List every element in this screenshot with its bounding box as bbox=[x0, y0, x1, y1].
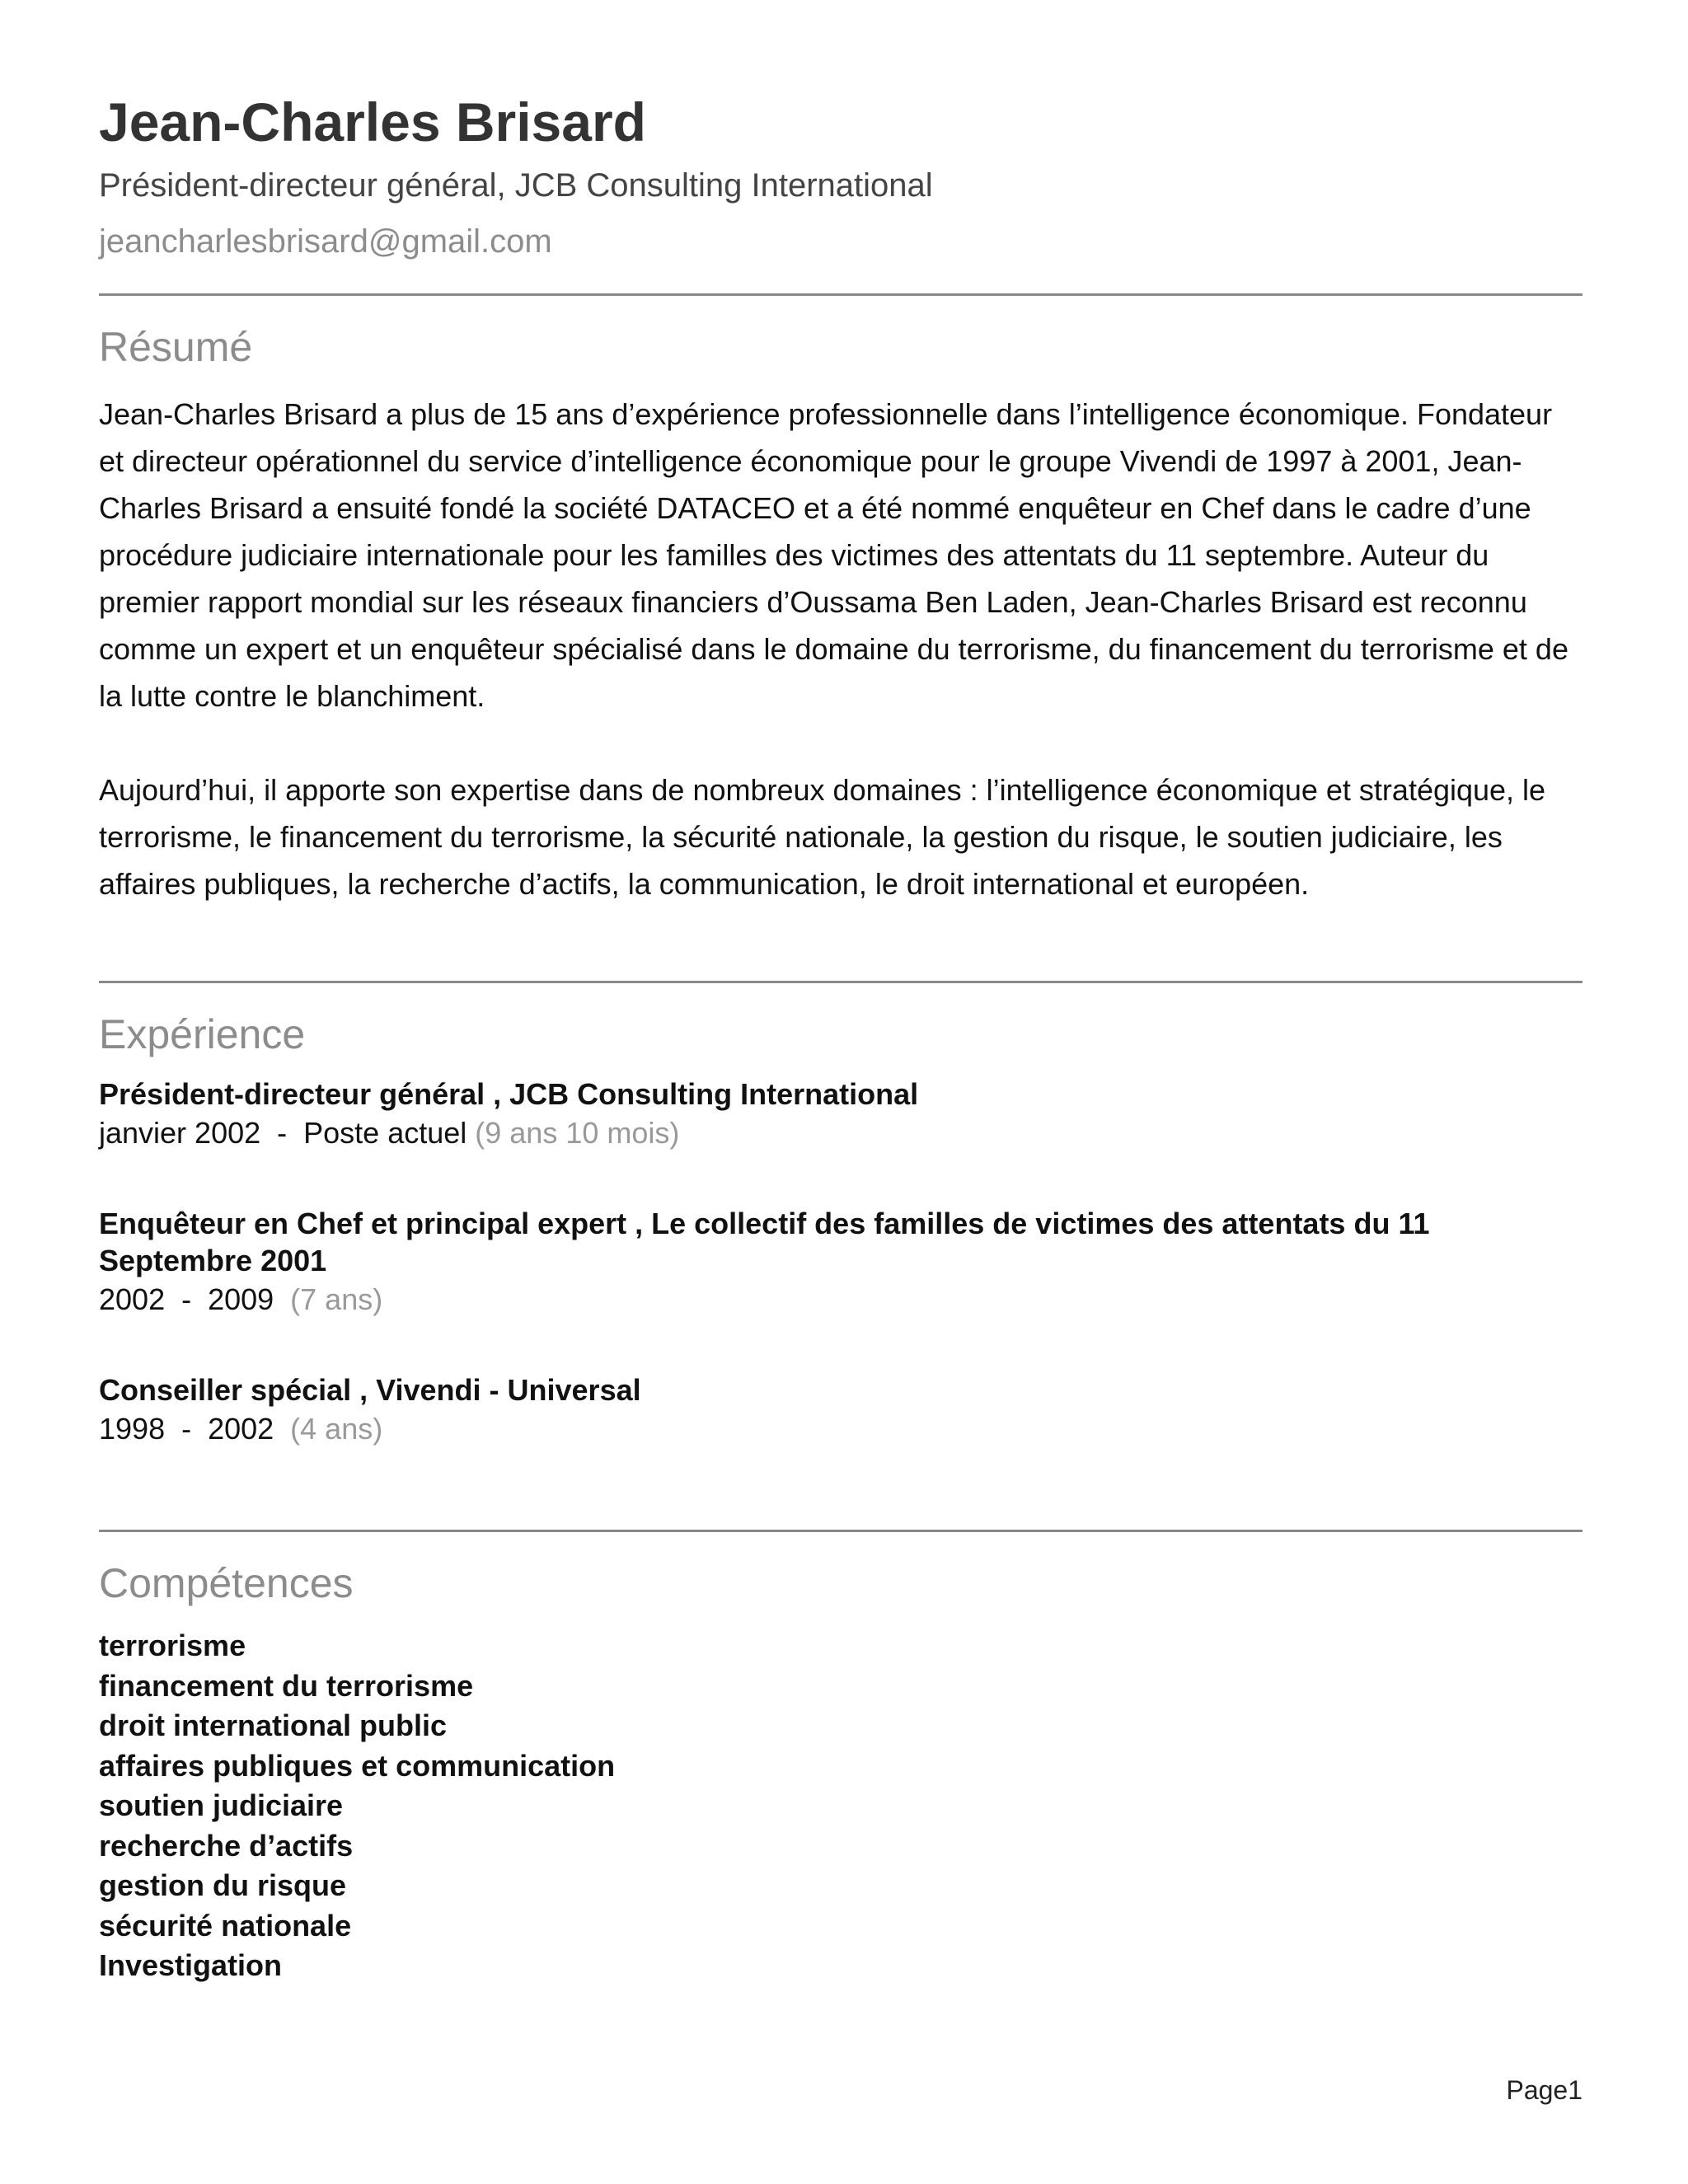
page-number: Page1 bbox=[1506, 2075, 1582, 2105]
skill-item: financement du terrorisme bbox=[99, 1668, 474, 1703]
skill-item: recherche d’actifs bbox=[99, 1828, 354, 1863]
skill-item: Investigation bbox=[99, 1948, 283, 1982]
person-headline: Président-directeur général, JCB Consulting International bbox=[99, 167, 933, 204]
job-period: 1998 - 2002 bbox=[99, 1412, 291, 1446]
skill-item: affaires publiques et communication bbox=[99, 1748, 616, 1783]
skills-list bbox=[99, 1626, 1582, 1986]
experience-title: Expérience bbox=[99, 1011, 306, 1057]
skill-item: gestion du risque bbox=[99, 1868, 347, 1902]
section-divider bbox=[99, 1530, 1582, 1532]
skill-item: sécurité nationale bbox=[99, 1908, 352, 1943]
summary-paragraph: Aujourd’hui, il apporte son expertise dans de nombreux domaines : l’intelligence économique et stratégique, le terrorisme, le financement du terrorisme, la sécurité nationale, la gestion du risque, le soutien judiciaire, les affaires publiques, la recherche d’actifs, la communication, le droit international et européen. bbox=[99, 773, 1546, 901]
summary-text bbox=[99, 391, 1582, 907]
job-title: Enquêteur en Chef et principal expert , Le collectif des familles de victimes des attentats du 11 Septembre 2001 bbox=[99, 1207, 1430, 1277]
job-dates bbox=[99, 1113, 1582, 1154]
job-title: Président-directeur général , JCB Consulting International bbox=[99, 1077, 919, 1111]
job-title: Conseiller spécial , Vivendi - Universal bbox=[99, 1373, 641, 1407]
section-divider bbox=[99, 981, 1582, 983]
job-period: janvier 2002 - Poste actuel bbox=[99, 1116, 476, 1150]
summary-title: Résumé bbox=[99, 324, 253, 370]
person-name: Jean-Charles Brisard bbox=[99, 91, 646, 152]
summary-paragraph: Jean-Charles Brisard a plus de 15 ans d’expérience professionnelle dans l’intelligence économique. Fondateur et directeur opérationnel du service d’intelligence économique pour le groupe Vivendi de 1997 à 2001, Jean-Charles Brisard a ensuité fondé la société DATACEO et a été nommé enquêteur en Chef dans le cadre d’une procédure judiciaire internationale pour les familles des victimes des attentats du 11 septembre. Auteur du premier rapport mondial sur les réseaux financiers d’Oussama Ben Laden, Jean-Charles Brisard est reconnu comme un expert et un enquêteur spécialisé dans le domaine du terrorisme, du financement du terrorisme et de la lutte contre le blanchiment. bbox=[99, 397, 1568, 713]
person-email: jeancharlesbrisard@gmail.com bbox=[99, 223, 552, 260]
job-dates bbox=[99, 1279, 1582, 1320]
skill-item: soutien judiciaire bbox=[99, 1788, 344, 1822]
skills-title: Compétences bbox=[99, 1560, 354, 1606]
job-duration: (4 ans) bbox=[290, 1412, 383, 1446]
experience-item bbox=[99, 1205, 1582, 1320]
job-duration: (7 ans) bbox=[290, 1282, 383, 1316]
job-dates bbox=[99, 1408, 1582, 1450]
section-divider bbox=[99, 293, 1582, 296]
experience-item bbox=[99, 1076, 1582, 1154]
skill-item: terrorisme bbox=[99, 1629, 246, 1662]
experience-item bbox=[99, 1371, 1582, 1450]
job-period: 2002 - 2009 bbox=[99, 1282, 291, 1316]
skill-item: droit international public bbox=[99, 1708, 447, 1742]
job-duration: (9 ans 10 mois) bbox=[475, 1116, 680, 1150]
